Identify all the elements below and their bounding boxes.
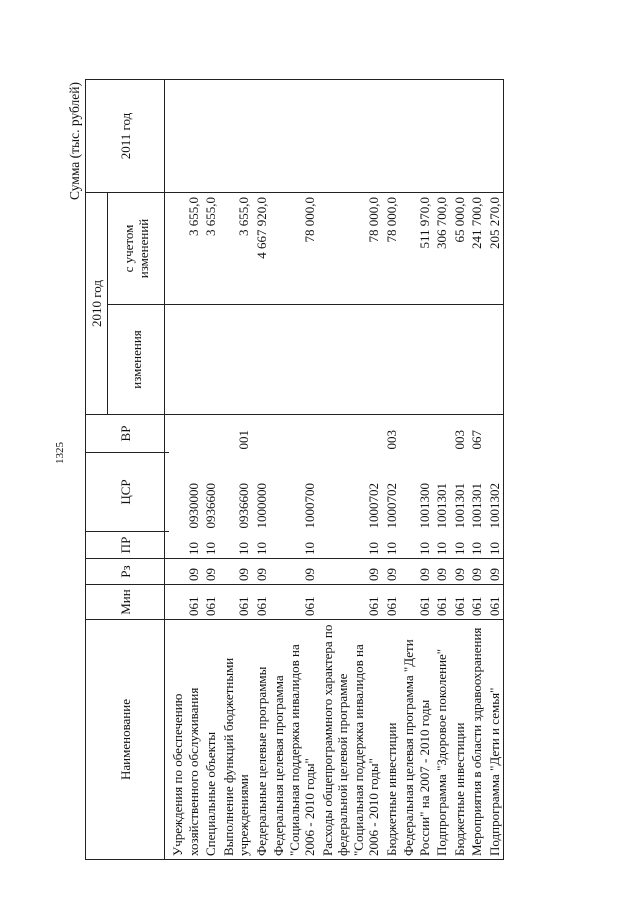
cell-2011	[319, 80, 383, 193]
col-header-changes: изменения	[108, 305, 165, 415]
table-row	[486, 80, 504, 860]
cell-name: Федеральная целевая программа "Дети России" на 2007 - 2010 годы	[400, 620, 433, 860]
cell-2011	[169, 80, 202, 193]
table-row	[433, 80, 451, 860]
cell-changes	[169, 305, 202, 415]
cell-changes	[270, 305, 319, 415]
cell-min: 061	[319, 585, 383, 620]
cell-with-changes: 241 700,0	[468, 193, 486, 305]
cell-rz: 09	[202, 559, 220, 585]
cell-min: 061	[169, 585, 202, 620]
cell-with-changes: 205 270,0	[486, 193, 504, 305]
col-header-with-changes: с учетом изменений	[108, 193, 165, 305]
cell-vr	[400, 415, 433, 453]
cell-csr: 0936600	[236, 483, 251, 529]
cell-2011	[202, 80, 220, 193]
cell-min: 061	[451, 585, 469, 620]
cell-pr: 10	[169, 532, 202, 559]
cell-changes	[202, 305, 220, 415]
cell-rz: 09	[253, 559, 271, 585]
col-header-vr: ВР	[86, 415, 165, 453]
cell-with-changes: 78 000,0	[383, 193, 401, 305]
cell-2011	[486, 80, 504, 193]
cell-with-changes: 3 655,0	[202, 193, 220, 305]
cell-vr: 067	[468, 415, 486, 453]
cell-2011	[468, 80, 486, 193]
cell-name: Подпрограмма "Дети и семья"	[486, 620, 504, 860]
cell-csr: 0936600	[203, 483, 218, 529]
cell-min: 061	[253, 585, 271, 620]
cell-vr	[253, 415, 271, 453]
col-header-csr: ЦСР	[86, 453, 165, 532]
cell-min: 061	[433, 585, 451, 620]
col-header-rz: Рз	[86, 559, 165, 585]
cell-pr: 10	[433, 532, 451, 559]
cell-min: 061	[202, 585, 220, 620]
cell-2011	[270, 80, 319, 193]
table-row	[400, 80, 433, 860]
cell-pr: 10	[220, 532, 253, 559]
cell-changes	[433, 305, 451, 415]
cell-vr: 001	[220, 415, 253, 453]
cell-rz: 09	[451, 559, 469, 585]
cell-changes	[253, 305, 271, 415]
table-row	[169, 80, 202, 860]
cell-min: 061	[270, 585, 319, 620]
cell-rz: 09	[270, 559, 319, 585]
cell-2011	[253, 80, 271, 193]
cell-pr: 10	[253, 532, 271, 559]
cell-vr	[433, 415, 451, 453]
col-header-min: Мин	[86, 585, 165, 620]
cell-2011	[400, 80, 433, 193]
cell-with-changes: 4 667 920,0	[253, 193, 271, 305]
table-row	[270, 80, 319, 860]
cell-rz: 09	[220, 559, 253, 585]
cell-name: Специальные объекты	[202, 620, 220, 860]
table-body	[165, 80, 504, 860]
cell-name: Федеральные целевые программы	[253, 620, 271, 860]
cell-with-changes: 78 000,0	[319, 193, 383, 305]
table-row	[319, 80, 383, 860]
cell-name: Бюджетные инвестиции	[383, 620, 401, 860]
cell-changes	[319, 305, 383, 415]
cell-min: 061	[383, 585, 401, 620]
cell-vr	[319, 415, 383, 453]
cell-pr: 10	[319, 532, 383, 559]
cell-name: Учреждения по обеспечению хозяйственного обслуживания	[169, 620, 202, 860]
cell-name: Выполнение функций бюджетными учреждениями	[220, 620, 253, 860]
cell-with-changes: 306 700,0	[433, 193, 451, 305]
cell-rz: 09	[433, 559, 451, 585]
units-label: Сумма (тыс. рублей)	[67, 82, 82, 200]
cell-csr: 1001301	[434, 483, 449, 529]
budget-table	[85, 79, 504, 860]
cell-rz: 09	[169, 559, 202, 585]
cell-csr: 1000702	[383, 483, 399, 529]
cell-min: 061	[486, 585, 504, 620]
table-row	[468, 80, 486, 860]
cell-csr: 1000700	[302, 483, 317, 529]
cell-min: 061	[468, 585, 486, 620]
cell-csr: 1001301	[451, 483, 467, 529]
cell-with-changes: 65 000,0	[451, 193, 469, 305]
page-number: 1325	[54, 442, 66, 464]
cell-with-changes: 3 655,0	[169, 193, 202, 305]
table-row	[202, 80, 220, 860]
cell-pr: 10	[270, 532, 319, 559]
table-row	[383, 80, 401, 860]
cell-name: Подпрограмма "Здоровое поколение"	[433, 620, 451, 860]
cell-vr	[169, 415, 202, 453]
col-header-name: Наименование	[86, 620, 165, 860]
cell-csr: 1001300	[416, 483, 432, 529]
cell-csr: 1001302	[486, 453, 504, 532]
table-row	[451, 80, 469, 860]
cell-rz: 09	[319, 559, 383, 585]
cell-with-changes: 511 970,0	[400, 193, 433, 305]
cell-pr: 10	[486, 532, 504, 559]
cell-name: Бюджетные инвестиции	[451, 620, 469, 860]
cell-rz: 09	[383, 559, 401, 585]
cell-min: 061	[220, 585, 253, 620]
cell-vr	[202, 415, 220, 453]
cell-changes	[468, 305, 486, 415]
cell-with-changes: 3 655,0	[220, 193, 253, 305]
cell-name: Мероприятия в области здравоохранения	[468, 620, 486, 860]
cell-name: Федеральная целевая программа "Социальная поддержка инвалидов на 2006 - 2010 годы"	[270, 620, 319, 860]
col-header-2011: 2011 год	[86, 80, 165, 193]
cell-pr: 10	[468, 532, 486, 559]
cell-min: 061	[400, 585, 433, 620]
cell-csr: 1001301	[469, 483, 484, 529]
cell-rz: 09	[400, 559, 433, 585]
cell-csr: 1000702	[366, 483, 381, 529]
cell-2011	[433, 80, 451, 193]
cell-2011	[220, 80, 253, 193]
cell-pr: 10	[451, 532, 469, 559]
cell-2011	[383, 80, 401, 193]
cell-rz: 09	[486, 559, 504, 585]
cell-vr	[486, 415, 504, 453]
rotated-table-block	[65, 80, 575, 860]
cell-pr: 10	[202, 532, 220, 559]
cell-changes	[220, 305, 253, 415]
col-header-2010: 2010 год	[86, 193, 108, 415]
cell-vr	[270, 415, 319, 453]
cell-changes	[400, 305, 433, 415]
cell-2011	[451, 80, 469, 193]
cell-with-changes: 78 000,0	[270, 193, 319, 305]
cell-pr: 10	[383, 532, 401, 559]
col-header-pr: ПР	[86, 532, 165, 559]
cell-changes	[451, 305, 469, 415]
cell-vr: 003	[383, 415, 401, 453]
cell-pr: 10	[400, 532, 433, 559]
cell-csr: 1000000	[253, 483, 269, 529]
cell-rz: 09	[468, 559, 486, 585]
cell-changes	[486, 305, 504, 415]
table-row	[220, 80, 253, 860]
cell-csr: 0930000	[185, 483, 201, 529]
cell-changes	[383, 305, 401, 415]
cell-name: Расходы общепрограммного характера по федеральной целевой программе "Социальная поддержка инвалидов на 2006 - 2010 годы"	[319, 620, 383, 860]
table-row	[253, 80, 271, 860]
cell-vr: 003	[451, 415, 469, 453]
